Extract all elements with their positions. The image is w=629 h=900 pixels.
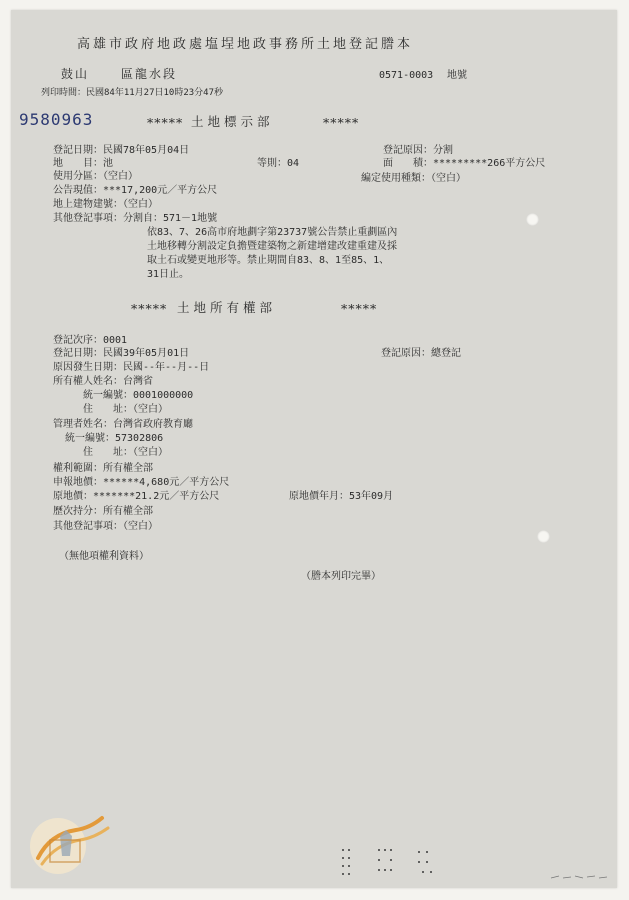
manager-address: 住 址：（空白） bbox=[83, 447, 168, 458]
land-use-zone: 使用分區：（空白） bbox=[53, 171, 138, 182]
land-other-line-3: 土地移轉分割設定負擔暨建築物之新建增建改建重建及採 bbox=[147, 241, 397, 252]
land-section-stars-left: ***** bbox=[147, 115, 184, 130]
district: 鼓山 bbox=[61, 67, 90, 81]
owner-order: 登記次序：0001 bbox=[53, 335, 128, 346]
land-grade: 等則：04 bbox=[257, 158, 300, 169]
rights-scope: 權利範圍：所有權全部 bbox=[53, 463, 153, 474]
print-complete-note: （謄本列印完畢） bbox=[301, 571, 381, 582]
lot-number: 0571-0003 bbox=[379, 70, 434, 81]
prior-value-date: 原地價年月：53年09月 bbox=[289, 491, 394, 502]
print-time: 列印時間：民國84年11月27日10時23分47秒 bbox=[41, 88, 224, 98]
land-area: 面 積：*********266平方公尺 bbox=[383, 158, 546, 169]
owner-cause-date: 原因發生日期：民國--年--月--日 bbox=[53, 362, 210, 373]
land-category: 地 目：池 bbox=[53, 158, 113, 169]
history-share: 歷次持分：所有權全部 bbox=[53, 506, 153, 517]
land-section-title: 土地標示部 bbox=[191, 114, 274, 129]
document-sheet bbox=[11, 10, 617, 888]
land-other-line-4: 取土石或變更地形等。禁止期間自83、8、1至85、1、 bbox=[147, 255, 390, 266]
land-announced-value: 公告現值：***17,200元／平方公尺 bbox=[53, 185, 218, 196]
land-other-line-1: 其他登記事項：分割自：571－1地號 bbox=[53, 213, 218, 224]
manager-name: 管理者姓名：台灣省政府教育廳 bbox=[53, 419, 193, 430]
manager-id: 統一編號：57302806 bbox=[65, 433, 164, 444]
land-reg-reason: 登記原因：分割 bbox=[383, 145, 453, 156]
office-title: 高雄市政府地政處塩埕地政事務所土地登記謄本 bbox=[77, 37, 414, 52]
dot-matrix-marks bbox=[339, 846, 449, 882]
no-other-rights-note: （無他項權利資料） bbox=[59, 551, 149, 562]
land-other-line-5: 31日止。 bbox=[147, 269, 190, 280]
land-use-type: 編定使用種類：（空白） bbox=[361, 173, 466, 184]
owner-section-stars-right: ***** bbox=[341, 301, 378, 316]
section-name: 區龍水段 bbox=[121, 67, 178, 81]
owner-reg-reason: 登記原因：總登記 bbox=[381, 348, 461, 359]
land-other-line-2: 依83、7、26高市府地劃字第23737號公告禁止重劃區內 bbox=[147, 227, 398, 238]
owner-reg-date: 登記日期：民國39年05月01日 bbox=[53, 348, 190, 359]
land-buildings: 地上建物建號：（空白） bbox=[53, 199, 158, 210]
owner-section-stars-left: ***** bbox=[131, 301, 168, 316]
stamp-number: 9580963 bbox=[19, 110, 94, 129]
declared-value: 申報地價：******4,680元／平方公尺 bbox=[53, 477, 230, 488]
lot-label: 地號 bbox=[447, 70, 467, 81]
footer-mark-icon bbox=[549, 872, 609, 882]
owner-address: 住 址：（空白） bbox=[83, 404, 168, 415]
owner-id: 統一編號：0001000000 bbox=[83, 390, 194, 401]
land-reg-date: 登記日期：民國78年05月04日 bbox=[53, 145, 190, 156]
land-section-stars-right: ***** bbox=[323, 115, 360, 130]
punch-hole-top bbox=[526, 213, 539, 226]
owner-name: 所有權人姓名：台灣省 bbox=[53, 376, 153, 387]
owner-section-title: 土地所有權部 bbox=[177, 300, 277, 315]
owner-other: 其他登記事項：（空白） bbox=[53, 521, 158, 532]
punch-hole-bottom bbox=[537, 530, 550, 543]
prior-value: 原地價：*******21.2元／平方公尺 bbox=[53, 491, 220, 502]
archive-logo-icon bbox=[20, 800, 120, 880]
